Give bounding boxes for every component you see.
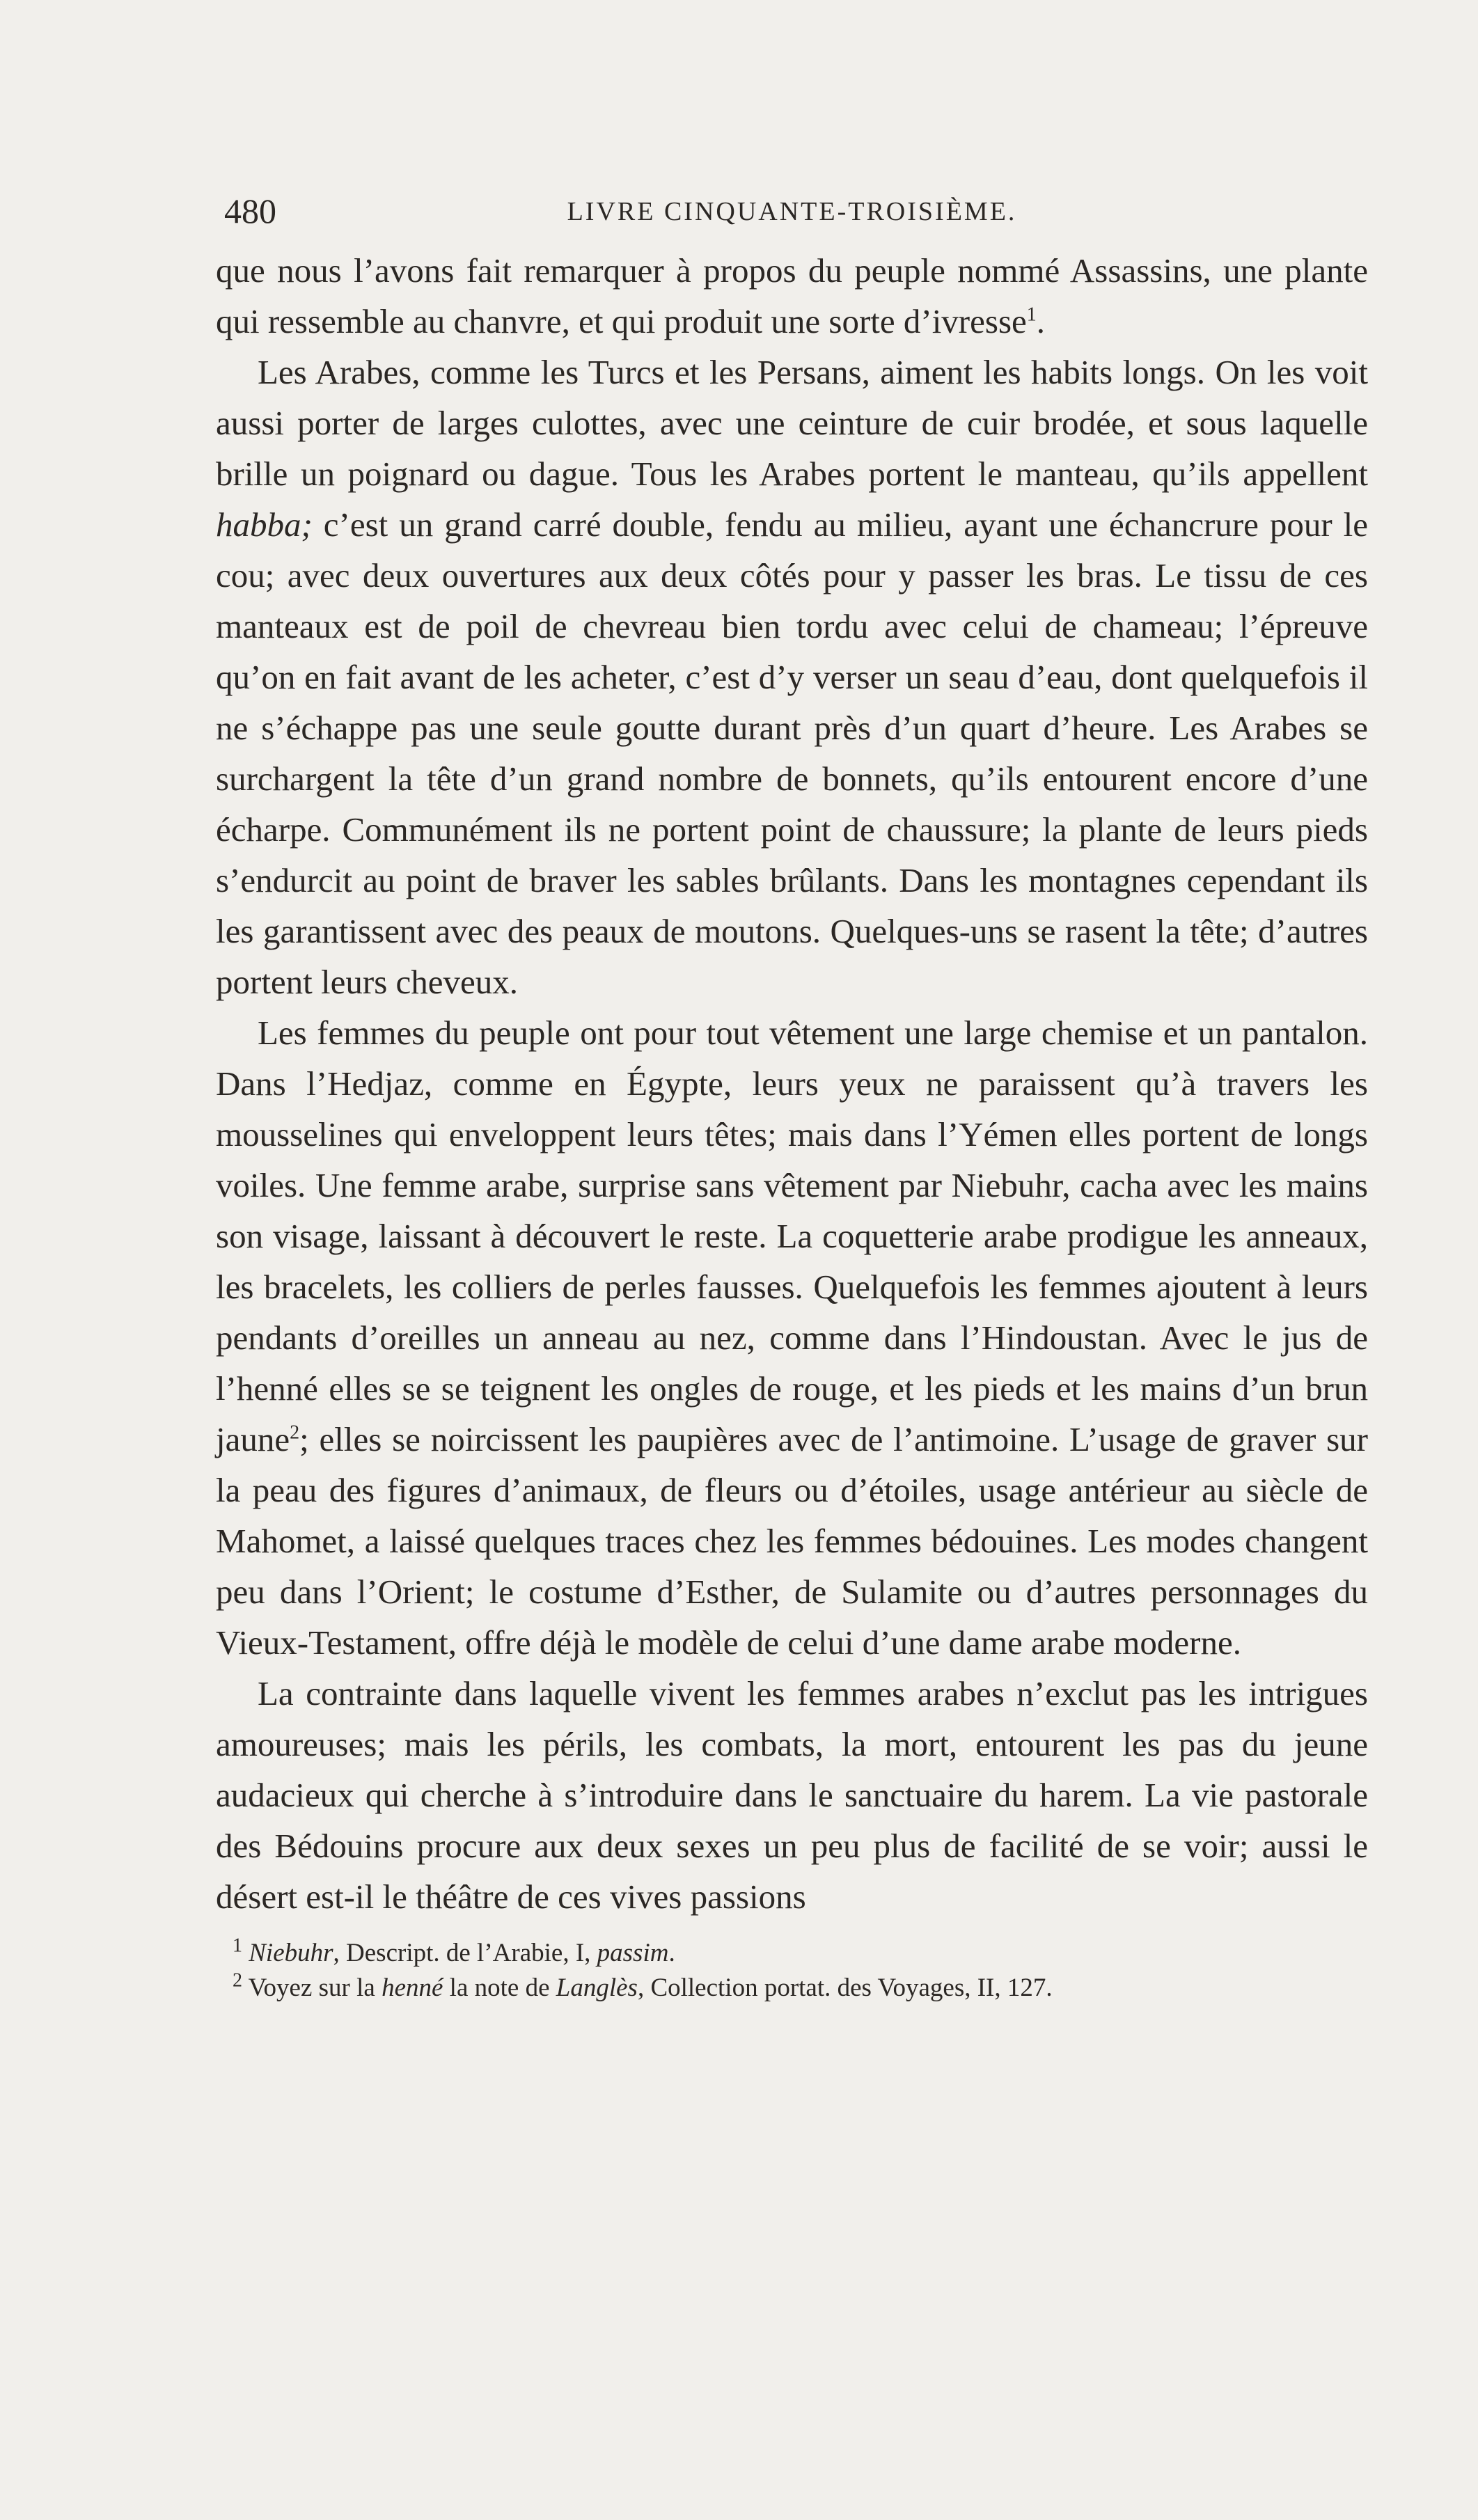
italic-term: habba; — [216, 505, 313, 544]
paragraph: Les femmes du peuple ont pour tout vêtement une large chemise et un pantalon. Dans l’Hedjaz, comme en Égypte, leurs yeux ne paraissent qu’à travers les mousselines qui enveloppent leurs têtes; mais dans l’Yémen elles portent de longs voiles. Une femme arabe, surprise sans vêtement par Niebuhr, cacha avec les mains son visage, laissant à découvert le reste. La coquetterie arabe prodigue les anneaux, les bracelets, les colliers de perles fausses. Quelquefois les femmes ajoutent à leurs pendants d’oreilles un anneau au nez, comme dans l’Hindoustan. Avec le jus de l’henné elles se se teignent les ongles de rouge, et les pieds et les mains d’un brun jaune$^2$; elles se noircissent les paupières avec de l’antimoine. L’usage de graver sur la peau des figures d’animaux, de fleurs ou d’étoiles, usage antérieur au siècle de Mahomet, a laissé quelques traces chez les femmes bédouines. Les modes changent peu dans l’Orient; le costume d’Esther, de Sulamite ou d’autres personnages du Vieux-Testament, offre déjà le modèle de celui d’une dame arabe moderne. — [216, 1014, 1368, 1662]
running-title: LIVRE CINQUANTE-TROISIÈME. — [567, 197, 1017, 226]
page-header — [216, 188, 1368, 237]
footnote-marker[interactable]: 1 — [1026, 304, 1037, 326]
paragraph: Les Arabes, comme les Turcs et les Persans, aiment les habits longs. On les voit aussi porter de larges culottes, avec une ceinture de cuir brodée, et sous laquelle brille un poignard ou dague. Tous les Arabes portent le manteau, qu’ils appellent habba; c’est un grand carré double, fendu au milieu, ayant une échancrure pour le cou; avec deux ouvertures aux deux côtés pour y passer les bras. Le tissu de ces manteaux est de poil de chevreau bien tordu avec celui de chameau; l’épreuve qu’on en fait avant de les acheter, c’est d’y verser un seau d’eau, dont quelquefois il ne s’échappe pas une seule goutte durant près d’un quart d’heure. Les Arabes se surchargent la tête d’un grand nombre de bonnets, qu’ils entourent encore d’une écharpe. Communément ils ne portent point de chaussure; la plante de leurs pieds s’endurcit au point de braver les sables brûlants. Dans les montagnes cependant ils les garantissent avec des peaux de moutons. Quelques-uns se rasent la tête; d’autres portent leurs cheveux. — [216, 353, 1368, 1001]
footnote: $^2$ Voyez sur la henné la note de Langlès, Collection portat. des Voyages, II, 127. — [233, 1969, 1053, 2002]
book-page — [216, 188, 1368, 2006]
footnote: $^1$ Niebuhr, Descript. de l’Arabie, I, passim. — [233, 1935, 675, 1967]
body-text — [216, 245, 1368, 1922]
paragraph: La contrainte dans laquelle vivent les femmes arabes n’exclut pas les intrigues amoureuses; mais les périls, les combats, la mort, entourent les pas du jeune audacieux qui cherche à s’introduire dans le sanctuaire du harem. La vie pastorale des Bédouins procure aux deux sexes un peu plus de facilité de se voir; aussi le désert est-il le théâtre de ces vives passions — [216, 1674, 1368, 1916]
page-number: 480 — [224, 191, 276, 230]
paragraph: que nous l’avons fait remarquer à propos du peuple nommé Assassins, une plante qui ressemble au chanvre, et qui produit une sorte d’ivresse$^1$. — [216, 251, 1368, 340]
footnotes — [216, 1936, 1368, 2006]
footnote-marker[interactable]: 2 — [290, 1422, 300, 1444]
